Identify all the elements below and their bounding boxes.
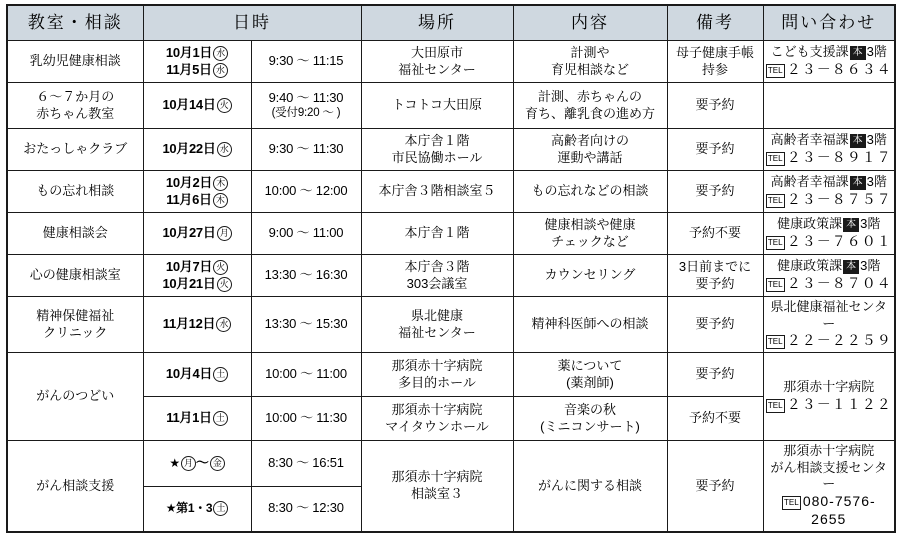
row-content: カウンセリング — [513, 255, 667, 297]
table-row — [7, 297, 895, 353]
row-content: 健康相談や健康 チェックなど — [513, 213, 667, 255]
table-row — [7, 213, 895, 255]
row-date: 10月22日 水 — [143, 129, 251, 171]
row-class: 健康相談会 — [7, 213, 143, 255]
row-contact — [763, 83, 895, 129]
row-content: 計測、赤ちゃんの 育ち、離乳食の進め方 — [513, 83, 667, 129]
row-class: 精神保健福祉 クリニック — [7, 297, 143, 353]
row-time: 13:30 ～ 16:30 — [251, 255, 361, 297]
row-place: 本庁舎１階 — [361, 213, 513, 255]
weekday-badge: 土 — [213, 501, 228, 516]
row-content: 高齢者向けの 運動や講話 — [513, 129, 667, 171]
row-time: 9:30 ～ 11:30 — [251, 129, 361, 171]
row-note: 要予約 — [667, 171, 763, 213]
row-time: 13:30 ～ 15:30 — [251, 297, 361, 353]
row-class: 乳幼児健康相談 — [7, 41, 143, 83]
row-time: 9:00 ～ 11:00 — [251, 213, 361, 255]
row-place: 大田原市 福祉センター — [361, 41, 513, 83]
telephone-icon: TEL — [766, 194, 785, 208]
telephone-icon: TEL — [766, 236, 785, 250]
row-contact: 県北健康福祉センター TEL ２２－２２５９ — [763, 297, 895, 353]
telephone-icon: TEL — [766, 278, 785, 292]
row-date: 11月12日 水 — [143, 297, 251, 353]
row-content: 計測や 育児相談など — [513, 41, 667, 83]
row-place: 本庁舎３階 303会議室 — [361, 255, 513, 297]
row-content: 音楽の秋 (ミニコンサート) — [513, 397, 667, 441]
row-place: 那須赤十字病院 多目的ホール — [361, 353, 513, 397]
telephone-icon: TEL — [766, 64, 785, 78]
row-place: 那須赤十字病院 マイタウンホール — [361, 397, 513, 441]
row-content: 薬について (薬剤師) — [513, 353, 667, 397]
row-note: 要予約 — [667, 297, 763, 353]
header-contact: 問い合わせ — [763, 5, 895, 41]
schedule-table — [6, 4, 896, 533]
floor-icon: 本 — [850, 134, 866, 148]
row-note: 要予約 — [667, 353, 763, 397]
row-content: 精神科医師への相談 — [513, 297, 667, 353]
telephone-icon: TEL — [766, 399, 785, 413]
row-contact: 健康政策課 本 3階 TEL ２３－７６０１ — [763, 213, 895, 255]
weekday-badge: 水 — [217, 142, 232, 157]
row-place: トコトコ大田原 — [361, 83, 513, 129]
row-place: 県北健康 福祉センター — [361, 297, 513, 353]
row-note: 母子健康手帳 持参 — [667, 41, 763, 83]
row-time: 8:30 ～ 16:51 — [251, 441, 361, 487]
weekday-badge: 木 — [213, 193, 228, 208]
header-note: 備考 — [667, 5, 763, 41]
row-class: おたっしゃクラブ — [7, 129, 143, 171]
weekday-badge: 木 — [213, 176, 228, 191]
row-class: もの忘れ相談 — [7, 171, 143, 213]
row-contact: 健康政策課 本 3階 TEL ２３－８７０４ — [763, 255, 895, 297]
weekday-badge: 水 — [216, 317, 231, 332]
row-contact: 那須赤十字病院 がん相談支援センター TEL 080-7576-2655 — [763, 441, 895, 532]
row-note: 要予約 — [667, 441, 763, 532]
header-datetime: 日時 — [143, 5, 361, 41]
row-place: 本庁舎１階 市民協働ホール — [361, 129, 513, 171]
weekday-badge: 水 — [213, 63, 228, 78]
row-note: 予約不要 — [667, 397, 763, 441]
table-row — [7, 353, 895, 397]
telephone-icon: TEL — [766, 335, 785, 349]
row-date: ★第1・3 土 — [143, 486, 251, 532]
row-class: がん相談支援 — [7, 441, 143, 532]
row-contact: 那須赤十字病院 TEL ２３－１１２２ — [763, 353, 895, 441]
row-contact: 高齢者幸福課 本 3階 TEL ２３－８７５７ — [763, 171, 895, 213]
row-date: 10月4日 土 — [143, 353, 251, 397]
table-header-row — [7, 5, 895, 41]
weekday-badge: 土 — [213, 367, 228, 382]
row-note: 要予約 — [667, 83, 763, 129]
weekday-badge: 火 — [213, 260, 228, 275]
row-note: 予約不要 — [667, 213, 763, 255]
weekday-badge: 金 — [210, 456, 225, 471]
header-place: 場所 — [361, 5, 513, 41]
table-row — [7, 441, 895, 487]
row-content: もの忘れなどの相談 — [513, 171, 667, 213]
weekday-badge: 水 — [213, 46, 228, 61]
row-date: ★ 月 ～ 金 — [143, 441, 251, 487]
weekday-badge: 火 — [217, 277, 232, 292]
row-class: ６～７か月の 赤ちゃん教室 — [7, 83, 143, 129]
floor-icon: 本 — [850, 46, 866, 60]
row-date: 11月1日 土 — [143, 397, 251, 441]
table-row — [7, 41, 895, 83]
row-time: 10:00 ～ 11:30 — [251, 397, 361, 441]
header-class: 教室・相談 — [7, 5, 143, 41]
row-date: 10月1日 水 11月5日 水 — [143, 41, 251, 83]
row-content: がんに関する相談 — [513, 441, 667, 532]
weekday-badge: 月 — [217, 226, 232, 241]
row-note: 要予約 — [667, 129, 763, 171]
row-date: 10月7日 火 10月21日 火 — [143, 255, 251, 297]
row-class: がんのつどい — [7, 353, 143, 441]
row-place: 本庁舎３階相談室５ — [361, 171, 513, 213]
telephone-icon: TEL — [766, 152, 785, 166]
header-content: 内容 — [513, 5, 667, 41]
row-contact: こども支援課 本 3階 TEL ２３－８６３４ — [763, 41, 895, 83]
table-row — [7, 129, 895, 171]
table-row — [7, 171, 895, 213]
floor-icon: 本 — [843, 218, 859, 232]
weekday-badge: 土 — [213, 411, 228, 426]
row-place: 那須赤十字病院 相談室３ — [361, 441, 513, 532]
row-time: 10:00 ～ 11:00 — [251, 353, 361, 397]
weekday-badge: 月 — [181, 456, 196, 471]
row-time: 9:40 ～ 11:30 (受付9:20 ～ ) — [251, 83, 361, 129]
row-time: 8:30 ～ 12:30 — [251, 486, 361, 532]
row-note: 3日前までに 要予約 — [667, 255, 763, 297]
telephone-icon: TEL — [782, 496, 801, 510]
row-date: 10月27日 月 — [143, 213, 251, 255]
table-row — [7, 83, 895, 129]
row-contact: 高齢者幸福課 本 3階 TEL ２３－８９１７ — [763, 129, 895, 171]
floor-icon: 本 — [843, 260, 859, 274]
table-row — [7, 255, 895, 297]
weekday-badge: 火 — [217, 98, 232, 113]
row-date: 10月14日 火 — [143, 83, 251, 129]
row-class: 心の健康相談室 — [7, 255, 143, 297]
row-date: 10月2日 木 11月6日 木 — [143, 171, 251, 213]
row-time: 10:00 ～ 12:00 — [251, 171, 361, 213]
row-time: 9:30 ～ 11:15 — [251, 41, 361, 83]
floor-icon: 本 — [850, 176, 866, 190]
